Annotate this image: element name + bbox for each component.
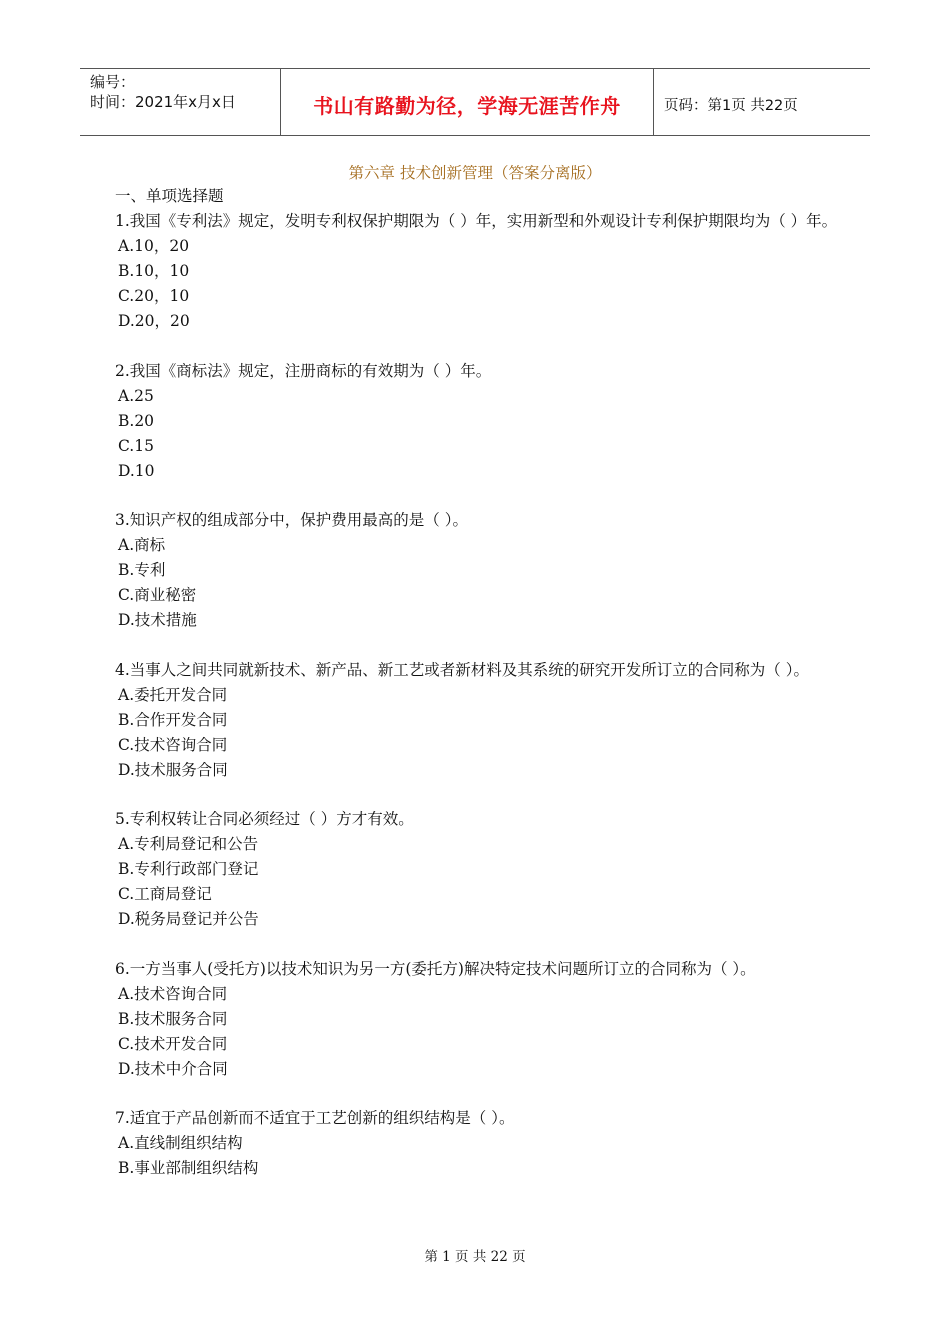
question-block (115, 658, 840, 808)
answer-option: A.商标 (118, 536, 166, 554)
answer-option: D.技术服务合同 (118, 760, 228, 779)
question-text: 3.知识产权的组成部分中，保护费用最高的是（ ）。 (115, 511, 468, 529)
number-label: 编号： (90, 73, 136, 91)
question-block (115, 359, 840, 509)
question-spacer (115, 1082, 840, 1107)
question-block (115, 957, 840, 1107)
motto-cell (281, 69, 654, 135)
page-info-cell (654, 69, 870, 135)
header-table (80, 68, 870, 136)
chapter-title: 第六章 技术创新管理（答案分离版） (348, 164, 602, 182)
question-spacer (115, 932, 840, 957)
answer-option: B.技术服务合同 (118, 1009, 228, 1028)
answer-option: A.直线制组织结构 (118, 1134, 243, 1152)
question-spacer (115, 783, 840, 808)
answer-option: A.10，20 (118, 237, 190, 255)
question-spacer (115, 633, 840, 658)
answer-option: A.技术咨询合同 (118, 984, 228, 1003)
answer-option: B.合作开发合同 (118, 710, 228, 729)
answer-option: D.20，20 (118, 312, 190, 330)
page-footer: 第 1 页 共 22 页 (424, 1249, 526, 1265)
answer-option: B.事业部制组织结构 (118, 1159, 259, 1177)
question-spacer (115, 484, 840, 509)
question-text: 6.一方当事人(受托方)以技术知识为另一方(委托方)解决特定技术问题所订立的合同称为（ ）。 (115, 959, 756, 978)
time-label: 时间：2021年x月x日 (90, 93, 236, 111)
question-text: 4.当事人之间共同就新技术、新产品、新工艺或者新材料及其系统的研究开发所订立的合同称为（ ）。 (115, 660, 809, 679)
answer-option: B.专利行政部门登记 (118, 860, 259, 878)
header-meta-cell (80, 69, 281, 135)
question-text: 5.专利权转让合同必须经过（ ）方才有效。 (115, 810, 414, 828)
answer-option: C.20，10 (118, 287, 190, 305)
section-title: 一、单项选择题 (115, 187, 224, 205)
answer-option: D.技术措施 (118, 611, 197, 629)
answer-option: A.委托开发合同 (118, 685, 228, 704)
question-text: 1.我国《专利法》规定，发明专利权保护期限为（ ）年，实用新型和外观设计专利保护期限均为（ ）年。 (115, 212, 838, 230)
answer-option: B.10，10 (118, 262, 190, 280)
answer-option: D.技术中介合同 (118, 1059, 228, 1078)
answer-option: A.25 (118, 386, 154, 405)
answer-option: C.15 (118, 436, 154, 455)
answer-option: D.税务局登记并公告 (118, 910, 259, 928)
page-info-text: 页码：第1页 共22页 (664, 97, 798, 114)
question-block (115, 508, 840, 658)
question-text: 2.我国《商标法》规定，注册商标的有效期为（ ）年。 (115, 361, 492, 380)
document-body (115, 184, 840, 1181)
question-block (115, 807, 840, 957)
question-spacer (115, 334, 840, 359)
answer-option: B.专利 (118, 561, 166, 579)
answer-option: C.技术开发合同 (118, 1034, 228, 1053)
answer-option: C.商业秘密 (118, 586, 197, 604)
answer-option: B.20 (118, 411, 155, 430)
question-text: 7.适宜于产品创新而不适宜于工艺创新的组织结构是（ ）。 (115, 1109, 515, 1127)
motto-text: 书山有路勤为径，学海无涯苦作舟 (313, 93, 621, 118)
question-block (115, 1106, 840, 1181)
question-block (115, 209, 840, 359)
answer-option: C.工商局登记 (118, 885, 212, 903)
answer-option: C.技术咨询合同 (118, 735, 228, 754)
answer-option: A.专利局登记和公告 (118, 835, 259, 853)
answer-option: D.10 (118, 461, 155, 480)
question-list (115, 209, 840, 1181)
